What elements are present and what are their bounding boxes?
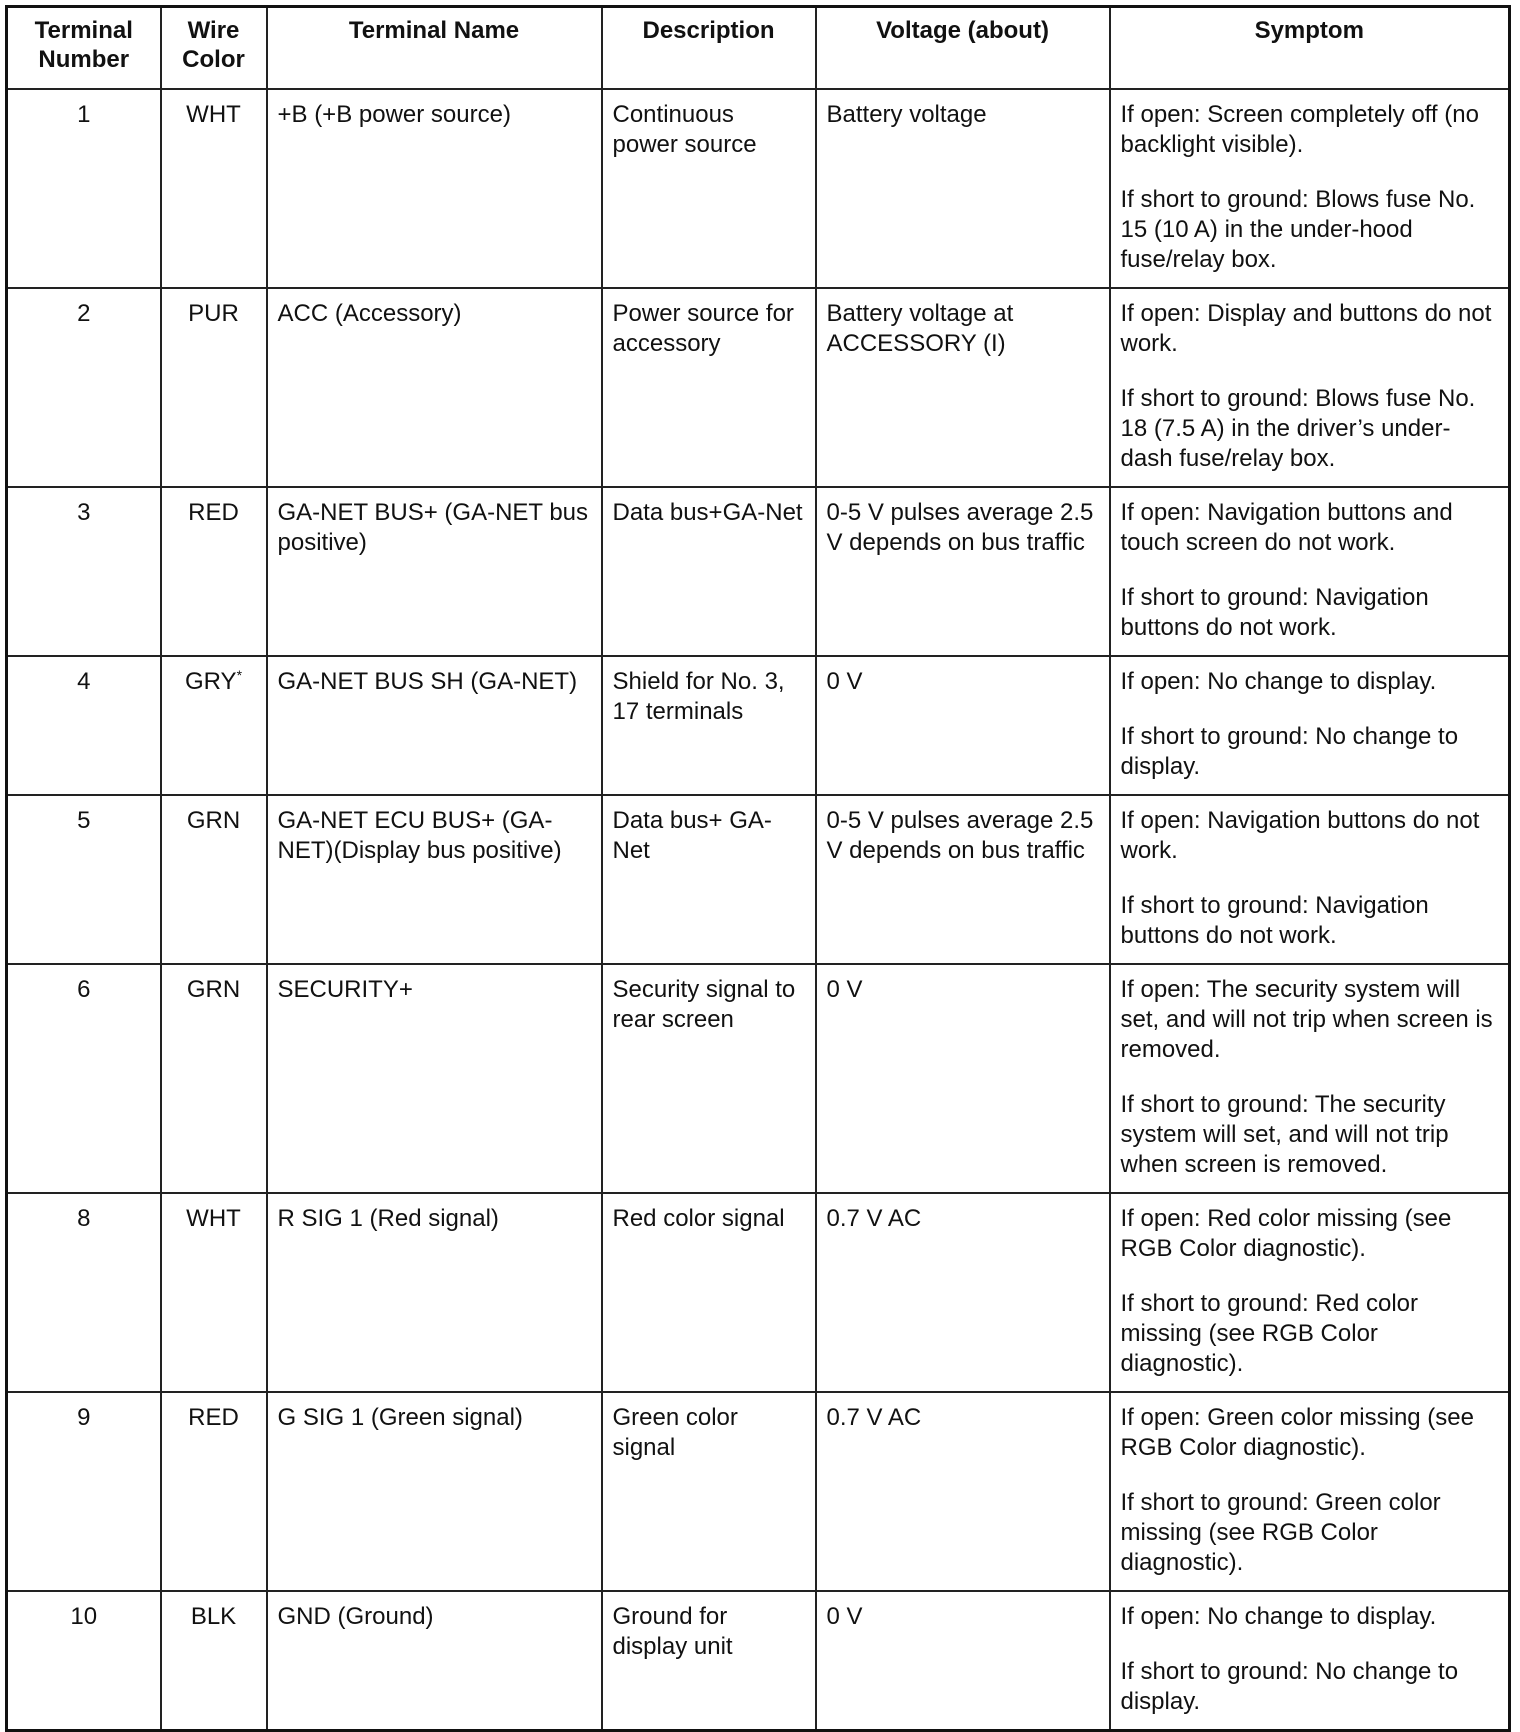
terminal-name-cell: GA-NET BUS+ (GA-NET bus positive) [267,487,602,656]
header-symptom: Symptom [1110,7,1510,90]
table-row [7,656,1510,795]
terminal-name-cell: GA-NET BUS SH (GA-NET) [267,656,602,795]
voltage-cell: 0 V [816,964,1110,1193]
description-cell: Red color signal [602,1193,816,1392]
voltage-cell: 0-5 V pulses average 2.5 V depends on bus traffic [816,487,1110,656]
symptom-if-short: If short to ground: Green color missing (see RGB Color diagnostic). [1120,1489,1441,1576]
terminal-number-cell: 3 [7,487,161,656]
symptom-if-open: If open: The security system will set, and will not trip when screen is removed. [1120,976,1493,1063]
terminal-number-cell: 8 [7,1193,161,1392]
wire-color-cell [161,656,267,795]
wire-color-cell: BLK [161,1591,267,1731]
terminal-number-cell: 10 [7,1591,161,1731]
symptom-cell [1110,1392,1510,1591]
table-row [7,964,1510,1193]
description-cell: Green color signal [602,1392,816,1591]
symptom-if-open: If open: Display and buttons do not work. [1120,300,1492,357]
voltage-cell: 0.7 V AC [816,1392,1110,1591]
wire-color-cell: GRN [161,795,267,964]
description-cell: Data bus+ GA-Net [602,795,816,964]
wire-color-cell: GRN [161,964,267,1193]
table-row [7,89,1510,288]
wire-color-cell: WHT [161,89,267,288]
header-terminal-name: Terminal Name [267,7,602,90]
terminal-name-cell: +B (+B power source) [267,89,602,288]
terminal-table [5,5,1511,1732]
voltage-cell: 0-5 V pulses average 2.5 V depends on bus traffic [816,795,1110,964]
symptom-cell [1110,656,1510,795]
symptom-cell [1110,487,1510,656]
description-cell: Ground for display unit [602,1591,816,1731]
terminal-number-cell: 5 [7,795,161,964]
description-cell: Power source for accessory [602,288,816,487]
voltage-cell: 0.7 V AC [816,1193,1110,1392]
symptom-if-open: If open: Red color missing (see RGB Color diagnostic). [1120,1205,1452,1262]
table-row [7,1392,1510,1591]
terminal-name-cell: SECURITY+ [267,964,602,1193]
header-description: Description [602,7,816,90]
description-cell: Security signal to rear screen [602,964,816,1193]
header-voltage: Voltage (about) [816,7,1110,90]
terminal-number-cell: 2 [7,288,161,487]
symptom-cell [1110,89,1510,288]
voltage-cell: 0 V [816,1591,1110,1731]
wire-color-cell: WHT [161,1193,267,1392]
table-row [7,1193,1510,1392]
terminal-name-cell: GND (Ground) [267,1591,602,1731]
symptom-cell [1110,1193,1510,1392]
voltage-cell: Battery voltage at ACCESSORY (I) [816,288,1110,487]
description-cell: Shield for No. 3, 17 terminals [602,656,816,795]
terminal-number-cell: 4 [7,656,161,795]
symptom-cell [1110,964,1510,1193]
terminal-number-cell: 6 [7,964,161,1193]
symptom-if-short: If short to ground: No change to display. [1120,1658,1459,1715]
symptom-if-open: If open: No change to display. [1120,668,1437,695]
symptom-if-short: If short to ground: Red color missing (see RGB Color diagnostic). [1120,1290,1418,1377]
terminal-number-cell: 1 [7,89,161,288]
table-row [7,288,1510,487]
symptom-cell [1110,1591,1510,1731]
terminal-name-cell: ACC (Accessory) [267,288,602,487]
voltage-cell: Battery voltage [816,89,1110,288]
footnote-asterisk: * [236,667,243,683]
description-cell: Continuous power source [602,89,816,288]
voltage-cell: 0 V [816,656,1110,795]
symptom-if-open: If open: Navigation buttons and touch screen do not work. [1120,499,1453,556]
table-row [7,487,1510,656]
symptom-if-open: If open: Green color missing (see RGB Color diagnostic). [1120,1404,1474,1461]
symptom-cell [1110,288,1510,487]
symptom-if-short: If short to ground: The security system will set, and will not trip when screen is removed. [1120,1091,1449,1178]
symptom-if-short: If short to ground: Blows fuse No. 18 (7.5 A) in the driver’s under-dash fuse/relay box. [1120,385,1476,472]
table-row [7,1591,1510,1731]
terminal-name-cell: R SIG 1 (Red signal) [267,1193,602,1392]
symptom-if-short: If short to ground: Navigation buttons do not work. [1120,584,1429,641]
wire-color-cell: RED [161,487,267,656]
terminal-name-cell: G SIG 1 (Green signal) [267,1392,602,1591]
symptom-cell [1110,795,1510,964]
symptom-if-open: If open: Screen completely off (no backlight visible). [1120,101,1479,158]
terminal-number-cell: 9 [7,1392,161,1591]
symptom-if-open: If open: No change to display. [1120,1603,1437,1630]
symptom-if-short: If short to ground: Navigation buttons do not work. [1120,892,1429,949]
description-cell: Data bus+GA-Net [602,487,816,656]
header-terminal-number: Terminal Number [7,7,161,90]
wire-color-text: GRY [184,668,237,695]
symptom-if-short: If short to ground: Blows fuse No. 15 (10 A) in the under-hood fuse/relay box. [1120,186,1476,273]
table-header-row [7,7,1510,90]
header-wire-color: Wire Color [161,7,267,90]
wire-color-cell: RED [161,1392,267,1591]
symptom-if-short: If short to ground: No change to display. [1120,723,1459,780]
wire-color-cell: PUR [161,288,267,487]
table-row [7,795,1510,964]
terminal-name-cell: GA-NET ECU BUS+ (GA-NET)(Display bus positive) [267,795,602,964]
symptom-if-open: If open: Navigation buttons do not work. [1120,807,1480,864]
